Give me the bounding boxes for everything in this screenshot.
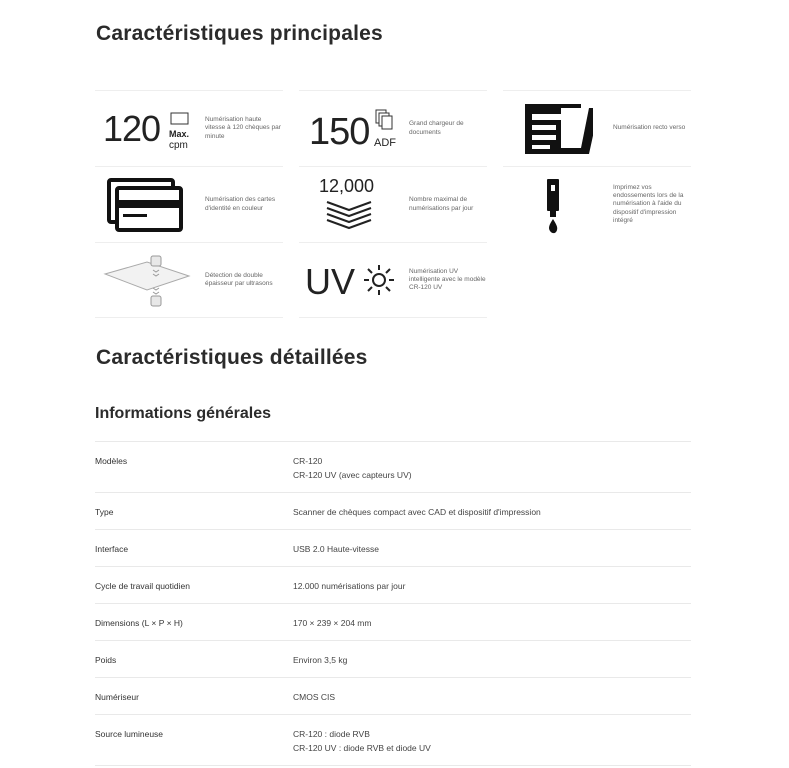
- spec-label: Source lumineuse: [95, 729, 164, 739]
- main-features-title: Caractéristiques principales: [96, 22, 383, 45]
- adf-150-icon: [299, 96, 399, 162]
- feature-daily-volume: [299, 166, 487, 242]
- document-stack-icon: [299, 172, 399, 238]
- spec-value-line: Environ 3,5 kg: [293, 655, 348, 665]
- adf-unit: ADF: [374, 136, 396, 149]
- spec-value: [293, 454, 412, 482]
- feature-id-card: [95, 166, 283, 242]
- spec-row-type: [95, 492, 691, 529]
- spec-row-weight: [95, 640, 691, 677]
- uv-sun-icon: [299, 247, 399, 313]
- spec-value-line: CR-120 : diode RVB: [293, 729, 370, 739]
- adf-value: 150: [309, 110, 370, 153]
- spec-label: Modèles: [95, 456, 128, 466]
- feature-speed: [95, 90, 283, 166]
- spec-value-line: CR-120: [293, 456, 323, 466]
- spec-value: [293, 579, 405, 593]
- speed-unit-max: Max.: [169, 128, 190, 139]
- spec-value-line: 12.000 numérisations par jour: [293, 581, 406, 591]
- spec-row-scanner: [95, 677, 691, 714]
- feature-uv: [299, 242, 487, 318]
- spec-row-duty-cycle: [95, 566, 691, 603]
- feature-empty-slot: [503, 242, 691, 318]
- spec-value-line: CR-120 UV (avec capteurs UV): [293, 470, 412, 480]
- spec-label: Dimensions (L × P × H): [95, 618, 183, 628]
- spec-row-dimensions: [95, 603, 691, 640]
- general-info-title: Informations générales: [95, 405, 272, 422]
- spec-value: [293, 690, 335, 704]
- spec-value: [293, 653, 347, 667]
- detailed-features-title: Caractéristiques détaillées: [96, 346, 368, 369]
- feature-adf: [299, 90, 487, 166]
- feature-ultrasonic: [95, 242, 283, 318]
- daily-volume-value: 12,000: [319, 175, 375, 196]
- feature-uv-desc: Numérisation UV intelligente avec le modèle CR-120 UV: [409, 267, 486, 292]
- feature-id-card-desc: Numérisation des cartes d'identité en couleur: [205, 196, 276, 212]
- feature-grid: [95, 90, 691, 318]
- feature-imprinter-desc: Imprimez vos endossements lors de la numérisation à l'aide du dispositif d'impression intégré: [613, 183, 684, 224]
- ultrasonic-sensor-icon: [95, 247, 195, 313]
- spec-label: Poids: [95, 655, 117, 665]
- spec-label: Numériseur: [95, 692, 139, 702]
- spec-label: Type: [95, 507, 114, 517]
- ink-cartridge-icon: [503, 172, 603, 238]
- spec-label: Cycle de travail quotidien: [95, 581, 190, 591]
- feature-speed-desc: Numérisation haute vitesse à 120 chèques par minute: [205, 116, 281, 140]
- spec-row-light-source: [95, 714, 691, 766]
- spec-value: [293, 542, 379, 556]
- spec-table: [95, 441, 691, 766]
- spec-value-line: USB 2.0 Haute-vitesse: [293, 544, 379, 554]
- spec-row-interface: [95, 529, 691, 566]
- spec-value: [293, 505, 541, 519]
- spec-value-line: CMOS CIS: [293, 692, 336, 702]
- feature-duplex: [503, 90, 691, 166]
- spec-row-models: [95, 441, 691, 492]
- speed-value: 120: [103, 107, 161, 149]
- spec-value-line: CR-120 UV : diode RVB et diode UV: [293, 743, 431, 753]
- feature-ultrasonic-desc: Détection de double épaisseur par ultrasons: [205, 271, 273, 287]
- spec-value-line: Scanner de chèques compact avec CAD et dispositif d'impression: [293, 507, 541, 517]
- feature-imprinter: [503, 166, 691, 242]
- feature-daily-volume-desc: Nombre maximal de numérisations par jour: [409, 196, 474, 212]
- id-card-icon: [95, 172, 195, 238]
- spec-value: [293, 616, 371, 630]
- spec-value: [293, 727, 431, 755]
- feature-adf-desc: Grand chargeur de documents: [409, 120, 464, 136]
- uv-label: UV: [305, 261, 356, 302]
- spec-label: Interface: [95, 544, 129, 554]
- speed-120-cpm-icon: [95, 96, 195, 162]
- spec-value-line: 170 × 239 × 204 mm: [293, 618, 372, 628]
- feature-duplex-desc: Numérisation recto verso: [613, 124, 686, 132]
- duplex-scan-icon: [503, 96, 603, 162]
- speed-unit-cpm: cpm: [169, 139, 188, 151]
